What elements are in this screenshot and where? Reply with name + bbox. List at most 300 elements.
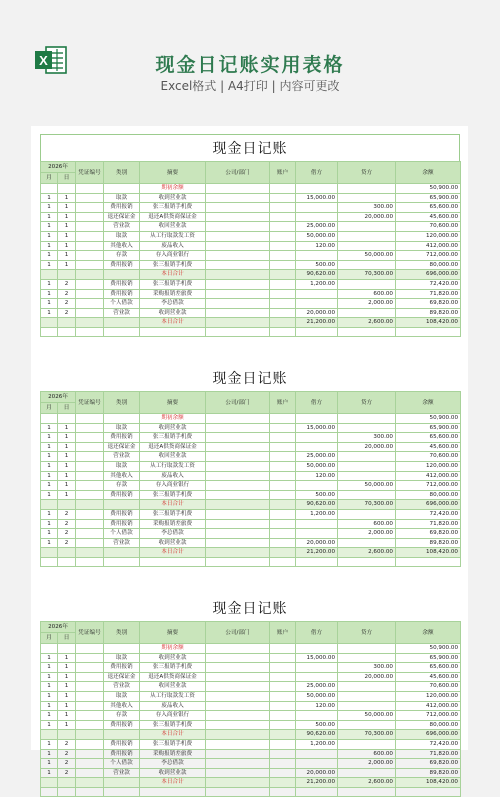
voucher-cell (76, 509, 104, 519)
credit-cell: 20,000.00 (338, 672, 396, 682)
table-row (41, 739, 461, 749)
month-cell: 1 (41, 308, 58, 318)
ledger-title: 现金日记账 (212, 371, 288, 387)
table-cell (41, 557, 58, 566)
month-cell: 1 (41, 442, 58, 452)
balance-cell: 65,600.00 (396, 203, 461, 213)
company-cell (206, 203, 270, 213)
table-row (41, 490, 461, 500)
debit-cell: 15,000.00 (296, 193, 338, 203)
summary-cell: 退还A供货商保证金 (140, 442, 206, 452)
debit-cell (296, 759, 338, 769)
month-cell: 1 (41, 701, 58, 711)
ledger-table-2 (40, 365, 460, 567)
voucher-header: 凭证编号 (76, 622, 104, 644)
day-cell: 2 (58, 739, 76, 749)
balance-cell: 45,600.00 (396, 442, 461, 452)
credit-cell: 2,000.00 (338, 299, 396, 309)
balance-cell: 412,000.00 (396, 471, 461, 481)
credit-cell: 2,000.00 (338, 759, 396, 769)
balance-cell: 80,000.00 (396, 490, 461, 500)
subtotal-row (41, 318, 461, 328)
category-cell: 费用报销 (104, 433, 140, 443)
table-row (41, 471, 461, 481)
summary-cell: 张三报销手机费 (140, 739, 206, 749)
day-cell: 1 (58, 461, 76, 471)
table-row (41, 442, 461, 452)
summary-cell: 收回营业款 (140, 452, 206, 462)
company-cell (206, 691, 270, 701)
ledger-grid (40, 391, 461, 567)
subtotal-debit: 90,620.00 (296, 500, 338, 510)
debit-cell (296, 749, 338, 759)
company-cell (206, 279, 270, 289)
company-cell (206, 720, 270, 730)
debit-cell: 15,000.00 (296, 653, 338, 663)
day-cell: 1 (58, 701, 76, 711)
company-cell (206, 749, 270, 759)
table-cell (270, 557, 296, 566)
balance-cell: 71,820.00 (396, 749, 461, 759)
table-cell (338, 557, 396, 566)
table-row (41, 231, 461, 241)
month-cell: 1 (41, 519, 58, 529)
voucher-cell (76, 193, 104, 203)
month-cell: 1 (41, 538, 58, 548)
voucher-cell (76, 663, 104, 673)
table-cell (206, 548, 270, 558)
opening-label: 期初余额 (140, 644, 206, 654)
day-cell: 1 (58, 481, 76, 491)
month-cell: 1 (41, 299, 58, 309)
subtotal-debit: 21,200.00 (296, 548, 338, 558)
summary-cell: 张三报销手机费 (140, 720, 206, 730)
credit-cell: 50,000.00 (338, 711, 396, 721)
table-cell (41, 327, 58, 336)
year-header: 2026年 (41, 392, 76, 403)
debit-cell: 120.00 (296, 241, 338, 251)
table-cell (41, 787, 58, 796)
balance-cell: 69,820.00 (396, 299, 461, 309)
table-cell (206, 778, 270, 788)
credit-cell (338, 490, 396, 500)
subtotal-debit: 90,620.00 (296, 270, 338, 280)
debit-cell: 20,000.00 (296, 768, 338, 778)
day-cell: 1 (58, 653, 76, 663)
month-cell: 1 (41, 452, 58, 462)
summary-cell: 收到营业款 (140, 308, 206, 318)
sheet-preview (31, 126, 468, 786)
table-cell (41, 270, 58, 280)
day-cell: 1 (58, 490, 76, 500)
balance-cell: 89,820.00 (396, 308, 461, 318)
category-cell: 费用报销 (104, 509, 140, 519)
credit-cell (338, 701, 396, 711)
debit-cell: 500.00 (296, 260, 338, 270)
table-cell (396, 787, 461, 796)
day-cell: 1 (58, 222, 76, 232)
balance-cell: 712,000.00 (396, 251, 461, 261)
company-cell (206, 299, 270, 309)
table-cell (41, 730, 58, 740)
account-cell (270, 663, 296, 673)
account-cell (270, 308, 296, 318)
table-row (41, 279, 461, 289)
table-cell (104, 557, 140, 566)
voucher-cell (76, 433, 104, 443)
table-cell (296, 327, 338, 336)
table-cell (270, 787, 296, 796)
company-cell (206, 289, 270, 299)
category-cell: 营业款 (104, 682, 140, 692)
subtotal-row (41, 500, 461, 510)
balance-cell: 72,420.00 (396, 279, 461, 289)
table-row (41, 509, 461, 519)
table-cell (104, 500, 140, 510)
day-cell: 2 (58, 759, 76, 769)
balance-header: 余额 (396, 622, 461, 644)
ledger-table-1 (40, 134, 460, 337)
account-cell (270, 701, 296, 711)
table-cell (76, 778, 104, 788)
subtotal-debit: 90,620.00 (296, 730, 338, 740)
balance-cell: 71,820.00 (396, 519, 461, 529)
summary-header: 摘要 (140, 392, 206, 414)
month-cell: 1 (41, 749, 58, 759)
table-cell (338, 327, 396, 336)
table-row (41, 538, 461, 548)
table-cell (58, 557, 76, 566)
voucher-cell (76, 289, 104, 299)
account-cell (270, 691, 296, 701)
table-cell (104, 548, 140, 558)
month-cell: 1 (41, 672, 58, 682)
company-cell (206, 442, 270, 452)
month-header: 月 (41, 403, 58, 414)
credit-cell (338, 768, 396, 778)
account-cell (270, 461, 296, 471)
day-cell: 1 (58, 212, 76, 222)
subtotal-label: 本日合计 (140, 500, 206, 510)
summary-cell: 张三报销手机费 (140, 433, 206, 443)
table-cell (206, 327, 270, 336)
month-cell: 1 (41, 289, 58, 299)
credit-cell (338, 423, 396, 433)
day-cell: 2 (58, 768, 76, 778)
table-row (41, 701, 461, 711)
voucher-cell (76, 452, 104, 462)
table-row (41, 308, 461, 318)
debit-header: 借方 (296, 162, 338, 184)
day-cell: 1 (58, 663, 76, 673)
debit-cell (296, 711, 338, 721)
balance-cell: 69,820.00 (396, 759, 461, 769)
month-cell: 1 (41, 222, 58, 232)
table-cell (41, 318, 58, 328)
category-header: 类别 (104, 392, 140, 414)
month-cell: 1 (41, 212, 58, 222)
balance-cell: 70,600.00 (396, 452, 461, 462)
company-cell (206, 529, 270, 539)
ledger-title: 现金日记账 (40, 134, 460, 161)
subtotal-row (41, 548, 461, 558)
company-cell (206, 212, 270, 222)
subtotal-label: 本日合计 (140, 730, 206, 740)
voucher-cell (76, 490, 104, 500)
day-cell: 1 (58, 471, 76, 481)
table-cell (338, 787, 396, 796)
company-cell (206, 481, 270, 491)
debit-cell (296, 433, 338, 443)
table-cell (270, 778, 296, 788)
voucher-cell (76, 212, 104, 222)
month-cell: 1 (41, 279, 58, 289)
summary-cell: 张三报销手机费 (140, 663, 206, 673)
day-cell: 1 (58, 442, 76, 452)
category-cell: 退还保证金 (104, 672, 140, 682)
table-cell (396, 327, 461, 336)
debit-cell: 25,000.00 (296, 222, 338, 232)
balance-cell: 120,000.00 (396, 691, 461, 701)
company-header: 公司/部门 (206, 622, 270, 644)
debit-cell: 500.00 (296, 490, 338, 500)
summary-cell: 张三报销手机费 (140, 260, 206, 270)
account-cell (270, 749, 296, 759)
table-cell (270, 270, 296, 280)
table-row (41, 481, 461, 491)
company-header: 公司/部门 (206, 392, 270, 414)
balance-cell: 65,600.00 (396, 663, 461, 673)
company-cell (206, 653, 270, 663)
debit-cell (296, 212, 338, 222)
voucher-cell (76, 529, 104, 539)
debit-header: 借方 (296, 392, 338, 414)
svg-text:X: X (39, 53, 48, 68)
summary-cell: 从工行取款发工资 (140, 691, 206, 701)
credit-cell (338, 509, 396, 519)
table-row (41, 653, 461, 663)
summary-cell: 存入商业银行 (140, 251, 206, 261)
company-cell (206, 711, 270, 721)
balance-cell: 65,900.00 (396, 423, 461, 433)
empty-row (41, 557, 461, 566)
category-cell: 费用报销 (104, 203, 140, 213)
day-cell: 2 (58, 299, 76, 309)
company-cell (206, 701, 270, 711)
debit-cell: 500.00 (296, 720, 338, 730)
month-cell: 1 (41, 260, 58, 270)
month-cell: 1 (41, 241, 58, 251)
voucher-cell (76, 299, 104, 309)
table-cell (58, 548, 76, 558)
category-cell: 费用报销 (104, 739, 140, 749)
balance-cell: 80,000.00 (396, 720, 461, 730)
account-cell (270, 481, 296, 491)
table-row (41, 193, 461, 203)
ledger-title: 现金日记账 (212, 601, 288, 617)
day-cell: 1 (58, 691, 76, 701)
day-cell: 1 (58, 720, 76, 730)
page-title: 现金日记账实用表格 (155, 54, 345, 76)
company-cell (206, 759, 270, 769)
balance-cell: 120,000.00 (396, 231, 461, 241)
month-cell: 1 (41, 251, 58, 261)
month-header: 月 (41, 173, 58, 184)
category-cell: 退还保证金 (104, 442, 140, 452)
subtotal-credit: 70,300.00 (338, 270, 396, 280)
day-cell: 1 (58, 203, 76, 213)
account-cell (270, 222, 296, 232)
day-cell: 2 (58, 538, 76, 548)
page-header (0, 0, 500, 110)
voucher-cell (76, 481, 104, 491)
account-cell (270, 279, 296, 289)
balance-cell: 89,820.00 (396, 768, 461, 778)
ledger-grid (40, 161, 461, 337)
day-cell: 1 (58, 672, 76, 682)
account-cell (270, 759, 296, 769)
month-cell: 1 (41, 461, 58, 471)
day-cell: 2 (58, 289, 76, 299)
company-cell (206, 739, 270, 749)
table-cell (76, 500, 104, 510)
debit-cell: 20,000.00 (296, 308, 338, 318)
summary-cell: 退还A供货商保证金 (140, 672, 206, 682)
balance-cell: 120,000.00 (396, 461, 461, 471)
table-row (41, 759, 461, 769)
subtotal-label: 本日合计 (140, 778, 206, 788)
credit-header: 贷方 (338, 392, 396, 414)
summary-cell: 退还A供货商保证金 (140, 212, 206, 222)
credit-cell: 2,000.00 (338, 529, 396, 539)
credit-header: 贷方 (338, 622, 396, 644)
table-cell (270, 730, 296, 740)
table-cell (270, 318, 296, 328)
balance-cell: 72,420.00 (396, 509, 461, 519)
company-cell (206, 308, 270, 318)
balance-cell: 45,600.00 (396, 672, 461, 682)
category-cell: 费用报销 (104, 289, 140, 299)
category-cell: 个人借款 (104, 759, 140, 769)
table-cell (58, 327, 76, 336)
company-cell (206, 231, 270, 241)
company-cell (206, 663, 270, 673)
subtotal-balance: 696,000.00 (396, 500, 461, 510)
category-cell: 存款 (104, 481, 140, 491)
month-cell: 1 (41, 203, 58, 213)
credit-cell (338, 231, 396, 241)
category-cell: 取款 (104, 461, 140, 471)
table-cell (206, 270, 270, 280)
debit-cell: 120.00 (296, 701, 338, 711)
opening-balance: 50,900.00 (396, 644, 461, 654)
table-cell (58, 270, 76, 280)
balance-cell: 412,000.00 (396, 701, 461, 711)
debit-cell: 15,000.00 (296, 423, 338, 433)
debit-cell (296, 481, 338, 491)
category-cell: 费用报销 (104, 490, 140, 500)
table-row (41, 299, 461, 309)
table-row (41, 768, 461, 778)
account-cell (270, 471, 296, 481)
account-cell (270, 768, 296, 778)
summary-cell: 李总借款 (140, 529, 206, 539)
voucher-cell (76, 711, 104, 721)
summary-cell: 收回营业款 (140, 682, 206, 692)
table-cell (58, 778, 76, 788)
company-header: 公司/部门 (206, 162, 270, 184)
debit-cell (296, 672, 338, 682)
credit-cell: 600.00 (338, 749, 396, 759)
voucher-cell (76, 759, 104, 769)
table-cell (104, 327, 140, 336)
table-row (41, 529, 461, 539)
voucher-cell (76, 251, 104, 261)
table-row (41, 672, 461, 682)
voucher-cell (76, 442, 104, 452)
voucher-cell (76, 231, 104, 241)
account-cell (270, 509, 296, 519)
category-cell: 其他收入 (104, 701, 140, 711)
month-cell: 1 (41, 509, 58, 519)
table-row (41, 251, 461, 261)
table-row (41, 289, 461, 299)
summary-cell: 废品收入 (140, 241, 206, 251)
month-cell: 1 (41, 759, 58, 769)
account-cell (270, 653, 296, 663)
table-cell (104, 270, 140, 280)
opening-row (41, 414, 461, 424)
day-cell: 1 (58, 452, 76, 462)
company-cell (206, 672, 270, 682)
table-cell (104, 318, 140, 328)
debit-cell (296, 442, 338, 452)
day-cell: 2 (58, 509, 76, 519)
table-row (41, 519, 461, 529)
credit-cell: 20,000.00 (338, 212, 396, 222)
summary-cell: 从工行取款发工资 (140, 231, 206, 241)
table-cell (76, 787, 104, 796)
company-cell (206, 519, 270, 529)
table-cell (58, 730, 76, 740)
month-cell: 1 (41, 471, 58, 481)
day-cell: 1 (58, 251, 76, 261)
company-cell (206, 490, 270, 500)
category-cell: 营业款 (104, 308, 140, 318)
summary-cell: 收到营业款 (140, 423, 206, 433)
summary-cell: 存入商业银行 (140, 481, 206, 491)
empty-row (41, 327, 461, 336)
voucher-cell (76, 461, 104, 471)
subtotal-row (41, 270, 461, 280)
month-cell: 1 (41, 193, 58, 203)
table-row (41, 720, 461, 730)
category-cell: 取款 (104, 193, 140, 203)
debit-cell (296, 203, 338, 213)
company-cell (206, 471, 270, 481)
day-cell: 1 (58, 682, 76, 692)
company-cell (206, 222, 270, 232)
credit-cell (338, 308, 396, 318)
credit-cell (338, 682, 396, 692)
debit-cell: 1,200.00 (296, 739, 338, 749)
account-cell (270, 241, 296, 251)
category-cell: 存款 (104, 251, 140, 261)
credit-cell: 300.00 (338, 203, 396, 213)
summary-cell: 张三报销手机费 (140, 509, 206, 519)
table-cell (41, 548, 58, 558)
category-cell: 营业款 (104, 538, 140, 548)
